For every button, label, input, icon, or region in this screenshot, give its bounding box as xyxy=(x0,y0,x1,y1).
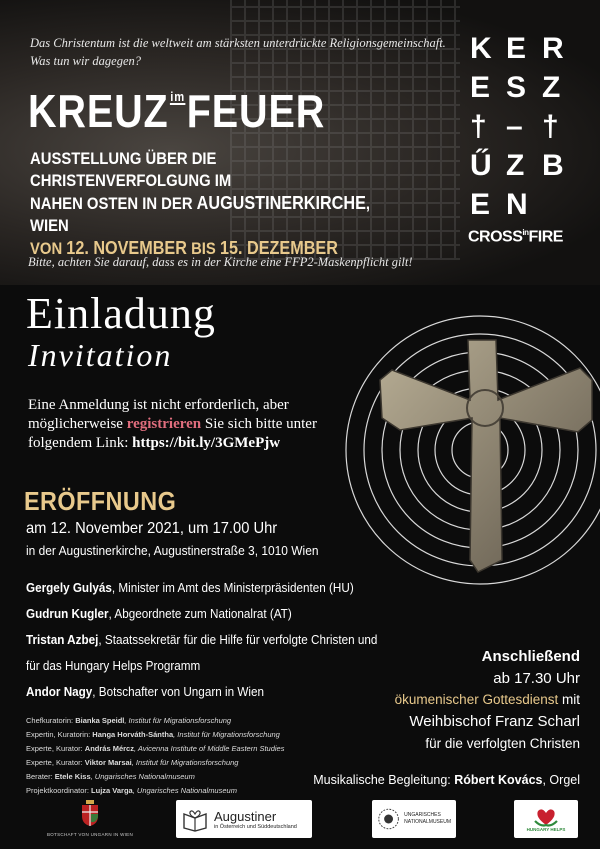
credit-line: Expertin, Kuratorin: Hanga Horváth-Sántha, Institut für Migrationsforschung xyxy=(26,730,280,739)
mask-notice: Bitte, achten Sie darauf, dass es in der Kirche eine FFP2-Maskenpflicht gilt! xyxy=(28,255,413,269)
logo-letter xyxy=(542,186,578,223)
hands-heart-icon xyxy=(533,807,559,827)
logo-letter: N xyxy=(506,188,528,221)
museum-name-line: NATIONALMUSEUM xyxy=(404,819,451,825)
intro-line: Was tun wir dagegen? xyxy=(30,54,141,68)
invitation-heading-en: Invitation xyxy=(28,337,173,373)
book-heart-icon xyxy=(182,806,208,832)
cross-in-fire-logo xyxy=(468,228,563,246)
hungary-helps-name: HUNGARY HELPS xyxy=(526,826,566,832)
invitation-heading-de: Einladung xyxy=(26,289,216,338)
register-word: registrieren xyxy=(126,416,202,432)
credit-line: Experte, Kurator: András Mércz, Avicenna Institute of Middle Eastern Studies xyxy=(26,744,285,753)
logo-letter: † xyxy=(470,110,487,143)
credit-line: Berater: Etele Kiss, Ungarisches Nationalmuseum xyxy=(26,772,195,781)
cross-illustration xyxy=(330,310,600,590)
logo-letter: † xyxy=(542,110,559,143)
logo-letter: E xyxy=(470,71,491,104)
intro-text xyxy=(30,34,460,70)
logo-letter: B xyxy=(542,149,564,182)
logo-letter: R xyxy=(542,32,564,65)
speaker: Gergely Gulyás, Minister im Amt des Ministerpräsidenten (HU) xyxy=(26,580,354,595)
subtitle-text: NAHEN OSTEN IN DER xyxy=(30,195,197,213)
title-right: FEUER xyxy=(186,85,326,137)
embassy-name: BOTSCHAFT VON UNGARN IN WIEN xyxy=(46,832,134,837)
logo-letter: E xyxy=(470,188,491,221)
opening-heading: ERÖFFNUNG xyxy=(24,486,177,516)
augustiner-title: Augustiner xyxy=(214,808,277,824)
subtitle-line: AUSSTELLUNG ÜBER DIE CHRISTENVERFOLGUNG IM xyxy=(30,150,232,190)
reg-text: möglicherweise xyxy=(28,416,127,432)
subtitle-start-date: 12. NOVEMBER xyxy=(66,238,187,258)
logo-sub-left: CROSS xyxy=(468,228,523,246)
augustiner-sub: in Österreich und Süddeutschland xyxy=(214,823,297,830)
music-credit: Musikalische Begleitung: Róbert Kovács, Orgel xyxy=(313,773,580,787)
exhibition-subtitle xyxy=(30,148,390,260)
kereszt-logo xyxy=(470,30,580,223)
credit-line: Chefkuratorin: Bianka Speidl, Institut für Migrationsforschung xyxy=(26,716,232,725)
afterwards-purpose: für die verfolgten Christen xyxy=(425,736,580,751)
afterwards-heading: Anschließend xyxy=(481,648,580,665)
exhibition-title xyxy=(28,86,325,136)
subtitle-text: BIS xyxy=(186,240,220,258)
augustiner-logo xyxy=(176,800,312,838)
hungarian-coat-of-arms-icon xyxy=(81,800,99,826)
reg-text: Sie sich bitte unter xyxy=(201,416,317,432)
afterwards-bishop: Weihbischof Franz Scharl xyxy=(409,713,580,730)
afterwards-service: ökumenischer Gottesdienst mit xyxy=(394,692,580,707)
title-left: KREUZ xyxy=(28,85,169,137)
opening-location: in der Augustinerkirche, Augustinerstraße 3, 1010 Wien xyxy=(26,543,319,558)
registration-link[interactable]: https://bit.ly/3GMePjw xyxy=(132,435,281,451)
national-museum-logo xyxy=(372,800,456,838)
logo-letter: Ű xyxy=(470,149,492,182)
embassy-logo xyxy=(30,800,150,837)
speaker: Tristan Azbej, Staatssekretär für die Hilfe für verfolgte Christen und xyxy=(26,632,378,647)
logo-letter: – xyxy=(506,110,523,143)
registration-text xyxy=(28,396,348,453)
subtitle-end-date: 15. DEZEMBER xyxy=(219,238,338,258)
cross-icon xyxy=(330,310,600,590)
credit-line: Projektkoordinator: Lujza Varga, Ungarisches Nationalmuseum xyxy=(26,786,237,795)
logo-sub-in: in xyxy=(522,228,529,237)
opening-date: am 12. November 2021, um 17.00 Uhr xyxy=(26,520,278,537)
logo-letter: K xyxy=(470,32,492,65)
subtitle-text: VON xyxy=(30,240,67,258)
logo-sub-right: FIRE xyxy=(528,228,563,246)
logo-letter: E xyxy=(506,32,527,65)
intro-line: Das Christentum ist die weltweit am stärksten unterdrückte Religionsgemeinschaft. xyxy=(30,36,446,50)
reg-line: Eine Anmeldung ist nicht erforderlich, aber xyxy=(28,397,289,413)
speaker: Gudrun Kugler, Abgeordnete zum Nationalrat (AT) xyxy=(26,606,292,621)
museum-name-line: UNGARISCHES xyxy=(404,812,441,818)
subtitle-church: AUGUSTINERKIRCHE xyxy=(196,193,366,213)
speaker: für das Hungary Helps Programm xyxy=(26,658,201,673)
hungary-helps-logo xyxy=(514,800,578,838)
speaker: Andor Nagy, Botschafter von Ungarn in Wien xyxy=(26,684,264,699)
museum-seal-icon xyxy=(377,806,400,832)
afterwards-time: ab 17.30 Uhr xyxy=(493,670,580,687)
title-im: im xyxy=(170,89,186,104)
credits-list xyxy=(26,714,284,798)
subtitle-text: , WIEN xyxy=(30,195,371,235)
logo-letter: S xyxy=(506,71,527,104)
logo-letter: Z xyxy=(506,149,525,182)
reg-text: folgendem Link: xyxy=(28,435,133,451)
credit-line: Experte, Kurator: Viktor Marsai, Institut für Migrationsforschung xyxy=(26,758,239,767)
logo-letter: Z xyxy=(542,71,561,104)
